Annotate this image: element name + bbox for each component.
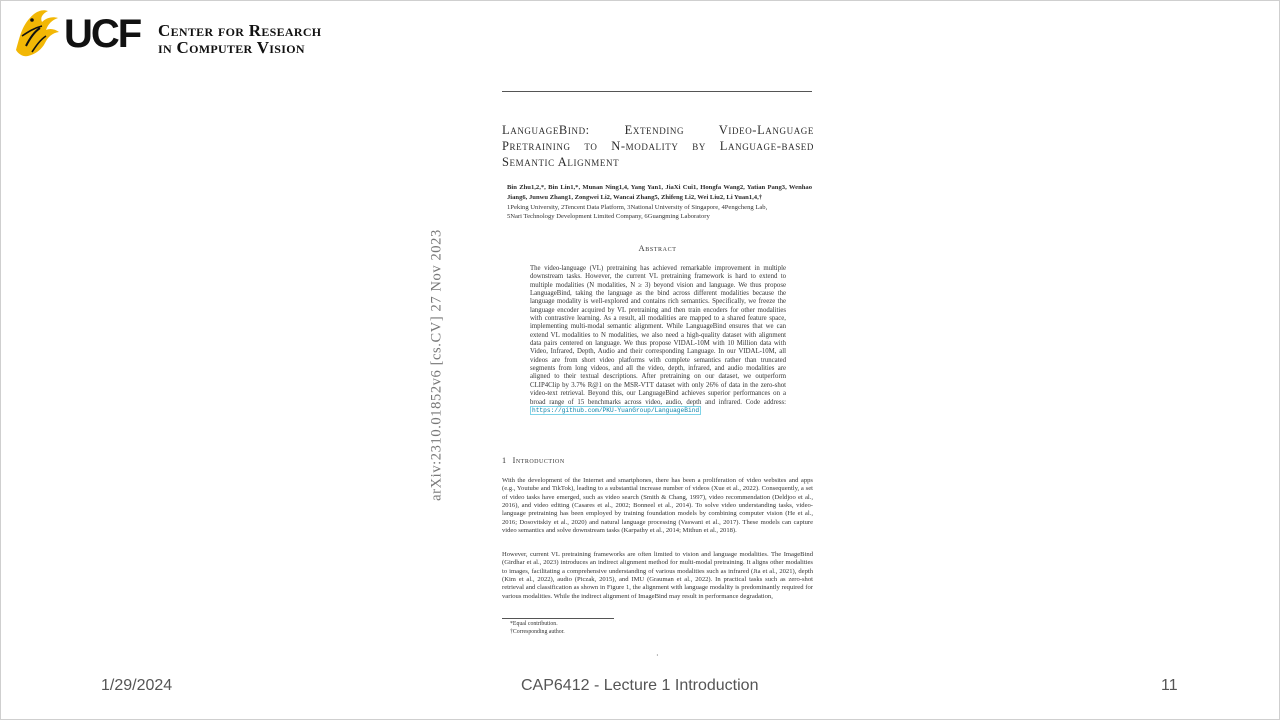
logo-line-2: in Computer Vision bbox=[158, 38, 305, 57]
footer-page-number: 11 bbox=[1161, 677, 1178, 694]
intro-paragraph-1: With the development of the Internet and smartphones, there has been a proliferation of video websites and apps (e.g., Youtube and TikTok), leading to a substantial increase number of videos (Xue et al., 2022). Consequently, a set of video tasks have emerged, such as video search (Smith & Chang, 1997), video recommendation (Deldjoo et al., 2016), and video editing (Casares et al., 2002; Bonneel et al., 2014). To solve video understanding tasks, video-language pretraining has been employed by training foundation models by combining computer vision (He et al., 2016; Dosovitskiy et al., 2020) and natural language processing (Vaswani et al., 2017). These models can capture video semantics and solve downstream tasks (Karpathy et al., 2014; Mithun et al., 2018). bbox=[502, 477, 813, 535]
footnote-equal-contribution: *Equal contribution. bbox=[510, 621, 558, 627]
abstract-heading: Abstract bbox=[638, 243, 677, 253]
footnote-rule bbox=[502, 618, 614, 619]
page-dot: · bbox=[656, 651, 659, 660]
footer-date: 1/29/2024 bbox=[101, 677, 173, 694]
abstract-text bbox=[530, 265, 786, 415]
footer-course-title: CAP6412 - Lecture 1 Introduction bbox=[521, 677, 759, 694]
logo-subtitle bbox=[158, 22, 321, 56]
affiliations-line-2: 5Nari Technology Development Limited Company, 6Guangming Laboratory bbox=[507, 213, 710, 221]
section-number: 1 bbox=[502, 456, 507, 465]
ucf-crcv-logo bbox=[12, 6, 372, 62]
section-title: Introduction bbox=[512, 456, 565, 465]
pegasus-logo-icon bbox=[12, 6, 62, 58]
arxiv-stamp-text: arXiv:2310.01852v6 [cs.CV] 27 Nov 2023 bbox=[428, 229, 445, 501]
paper-authors: Bin Zhu1,2,*, Bin Lin1,*, Munan Ning1,4, Yang Yan1, JiaXi Cui1, Hongfa Wang2, Yatian Pang3, Wenhao Jiang6, Junwu Zhang1, Zongwei Li2, Wancai Zhang5, Zhifeng Li2, Wei Liu2, Li Yuan1,4,† bbox=[507, 184, 812, 201]
paper-page bbox=[490, 82, 825, 662]
footnote-corresponding-author: †Corresponding author. bbox=[510, 629, 565, 635]
intro-paragraph-2: However, current VL pretraining frameworks are often limited to vision and language modalities. The ImageBind (Girdhar et al., 2023) introduces an indirect alignment method for multi-modal pretraining. It aligns other modalities to images, facilitating a comprehensive understanding of various modalities such as infrared (Jia et al., 2021), depth (Kim et al., 2022), audio (Piczak, 2015), and IMU (Grauman et al., 2022). In practical tasks such as zero-shot retrieval and classification as shown in Figure 1, the alignment with language modality is predominantly required for various modalities. While the indirect alignment of ImageBind may result in performance degradation, bbox=[502, 551, 813, 600]
top-rule bbox=[502, 91, 812, 92]
introduction-heading bbox=[502, 456, 565, 465]
paper-affiliations bbox=[507, 203, 812, 222]
affiliations-line-1: 1Peking University, 2Tencent Data Platform, 3National University of Singapore, 4Pengcheng Lab, bbox=[507, 204, 768, 211]
code-link[interactable]: https://github.com/PKU-YuanGroup/LanguageBind bbox=[532, 406, 700, 414]
logo-line-1: Center for Research bbox=[158, 21, 322, 40]
abstract-body: The video-language (VL) pretraining has achieved remarkable improvement in multiple downstream tasks. However, the current VL pretraining framework is hard to extend to multiple modalities (N modalities, N ≥ 3) beyond vision and language. We thus propose LanguageBind, taking the language as the bind across different modalities because the language modality is well-explored and contains rich semantics. Specifically, we freeze the language encoder acquired by VL pretraining and then train encoders for other modalities with contrastive learning. As a result, all modalities are mapped to a shared feature space, implementing multi-modal semantic alignment. While LanguageBind ensures that we can extend VL modalities to N modalities, we also need a high-quality dataset with alignment data pairs centered on language. We thus propose VIDAL-10M with 10 Million data with Video, Infrared, Depth, Audio and their corresponding Language. In our VIDAL-10M, all videos are from short video platforms with complete semantics rather than truncated segments from long videos, and all the video, depth, infrared, and audio modalities are aligned to their textual descriptions. After pretraining on our dataset, we outperform CLIP4Clip by 3.7% R@1 on the MSR-VTT dataset with only 26% of data in the zero-shot video-text retrieval. Beyond this, our LanguageBind achieves superior performances on a broad range of 15 benchmarks across video, audio, depth and infrared. Code address: bbox=[530, 265, 786, 406]
logo-ucf-text: UCF bbox=[64, 12, 141, 56]
paper-title: LanguageBind: Extending Video-Language Pretraining to N-modality by Language-based Semantic Alignment bbox=[502, 123, 814, 169]
